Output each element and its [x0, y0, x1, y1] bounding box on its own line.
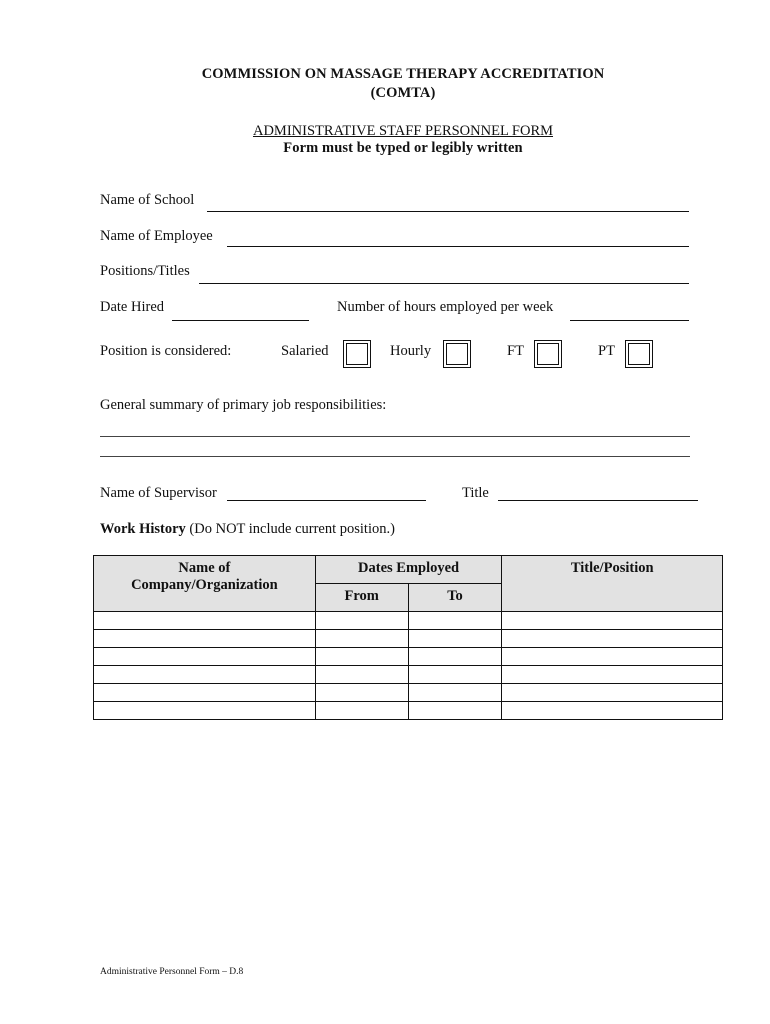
supervisor-title-label: Title — [462, 485, 489, 501]
summary-line-2[interactable] — [100, 456, 690, 457]
page-footer: Administrative Personnel Form – D.8 — [100, 967, 244, 977]
table-cell[interactable] — [408, 702, 502, 720]
hours-field[interactable] — [570, 320, 689, 321]
table-cell[interactable] — [315, 630, 408, 648]
table-cell[interactable] — [408, 666, 502, 684]
col-to-header: To — [408, 584, 502, 612]
pt-checkbox[interactable] — [628, 343, 650, 365]
table-cell[interactable] — [315, 684, 408, 702]
table-cell[interactable] — [408, 612, 502, 630]
col-company-line1: Name of — [178, 560, 231, 576]
hourly-checkbox[interactable] — [446, 343, 468, 365]
ft-label: FT — [507, 343, 524, 359]
table-cell[interactable] — [94, 630, 316, 648]
col-company-line2: Company/Organization — [131, 577, 278, 593]
work-history-heading — [100, 521, 395, 538]
table-cell[interactable] — [94, 684, 316, 702]
table-row — [94, 684, 723, 702]
ft-checkbox[interactable] — [537, 343, 559, 365]
col-company-header — [94, 556, 316, 612]
table-cell[interactable] — [315, 666, 408, 684]
table-cell[interactable] — [408, 684, 502, 702]
work-history-heading-bold: Work History — [100, 521, 186, 537]
form-instructions: Form must be typed or legibly written — [283, 140, 523, 156]
form-title-text: ADMINISTRATIVE STAFF PERSONNEL FORM — [252, 123, 554, 139]
table-cell[interactable] — [408, 630, 502, 648]
table-cell[interactable] — [408, 648, 502, 666]
work-history-heading-note: (Do NOT include current position.) — [185, 521, 395, 537]
table-row — [94, 612, 723, 630]
pt-label: PT — [598, 343, 615, 359]
supervisor-field[interactable] — [227, 500, 426, 501]
date-hired-label: Date Hired — [100, 299, 165, 315]
hourly-label: Hourly — [390, 343, 432, 359]
table-cell[interactable] — [94, 666, 316, 684]
table-cell[interactable] — [94, 702, 316, 720]
table-header-row — [94, 556, 723, 584]
position-type-label: Position is considered: — [100, 343, 232, 359]
table-row — [94, 702, 723, 720]
supervisor-label: Name of Supervisor — [100, 485, 217, 501]
table-cell[interactable] — [315, 648, 408, 666]
positions-label: Positions/Titles — [100, 263, 190, 279]
positions-field[interactable] — [199, 283, 689, 284]
salaried-label: Salaried — [281, 343, 329, 359]
table-cell[interactable] — [94, 648, 316, 666]
table-cell[interactable] — [502, 702, 723, 720]
table-cell[interactable] — [94, 612, 316, 630]
org-name: COMMISSION ON MASSAGE THERAPY ACCREDITATION — [201, 66, 605, 82]
col-dates-header: Dates Employed — [315, 556, 502, 584]
org-acronym: (COMTA) — [370, 85, 436, 101]
employee-label: Name of Employee — [100, 228, 213, 244]
summary-label: General summary of primary job responsibilities: — [100, 397, 387, 413]
table-cell[interactable] — [315, 612, 408, 630]
table-row — [94, 630, 723, 648]
col-title-header: Title/Position — [502, 556, 723, 612]
table-cell[interactable] — [502, 648, 723, 666]
supervisor-title-field[interactable] — [498, 500, 698, 501]
salaried-checkbox[interactable] — [346, 343, 368, 365]
table-cell[interactable] — [502, 630, 723, 648]
employee-field[interactable] — [227, 246, 689, 247]
table-cell[interactable] — [315, 702, 408, 720]
col-from-header: From — [315, 584, 408, 612]
table-cell[interactable] — [502, 666, 723, 684]
table-cell[interactable] — [502, 612, 723, 630]
hours-label: Number of hours employed per week — [337, 299, 554, 315]
work-history-table — [93, 555, 723, 720]
school-field[interactable] — [207, 211, 689, 212]
table-row — [94, 666, 723, 684]
school-label: Name of School — [100, 192, 195, 208]
summary-line-1[interactable] — [100, 436, 690, 437]
date-hired-field[interactable] — [172, 320, 309, 321]
table-cell[interactable] — [502, 684, 723, 702]
table-row — [94, 648, 723, 666]
form-title — [0, 122, 770, 140]
